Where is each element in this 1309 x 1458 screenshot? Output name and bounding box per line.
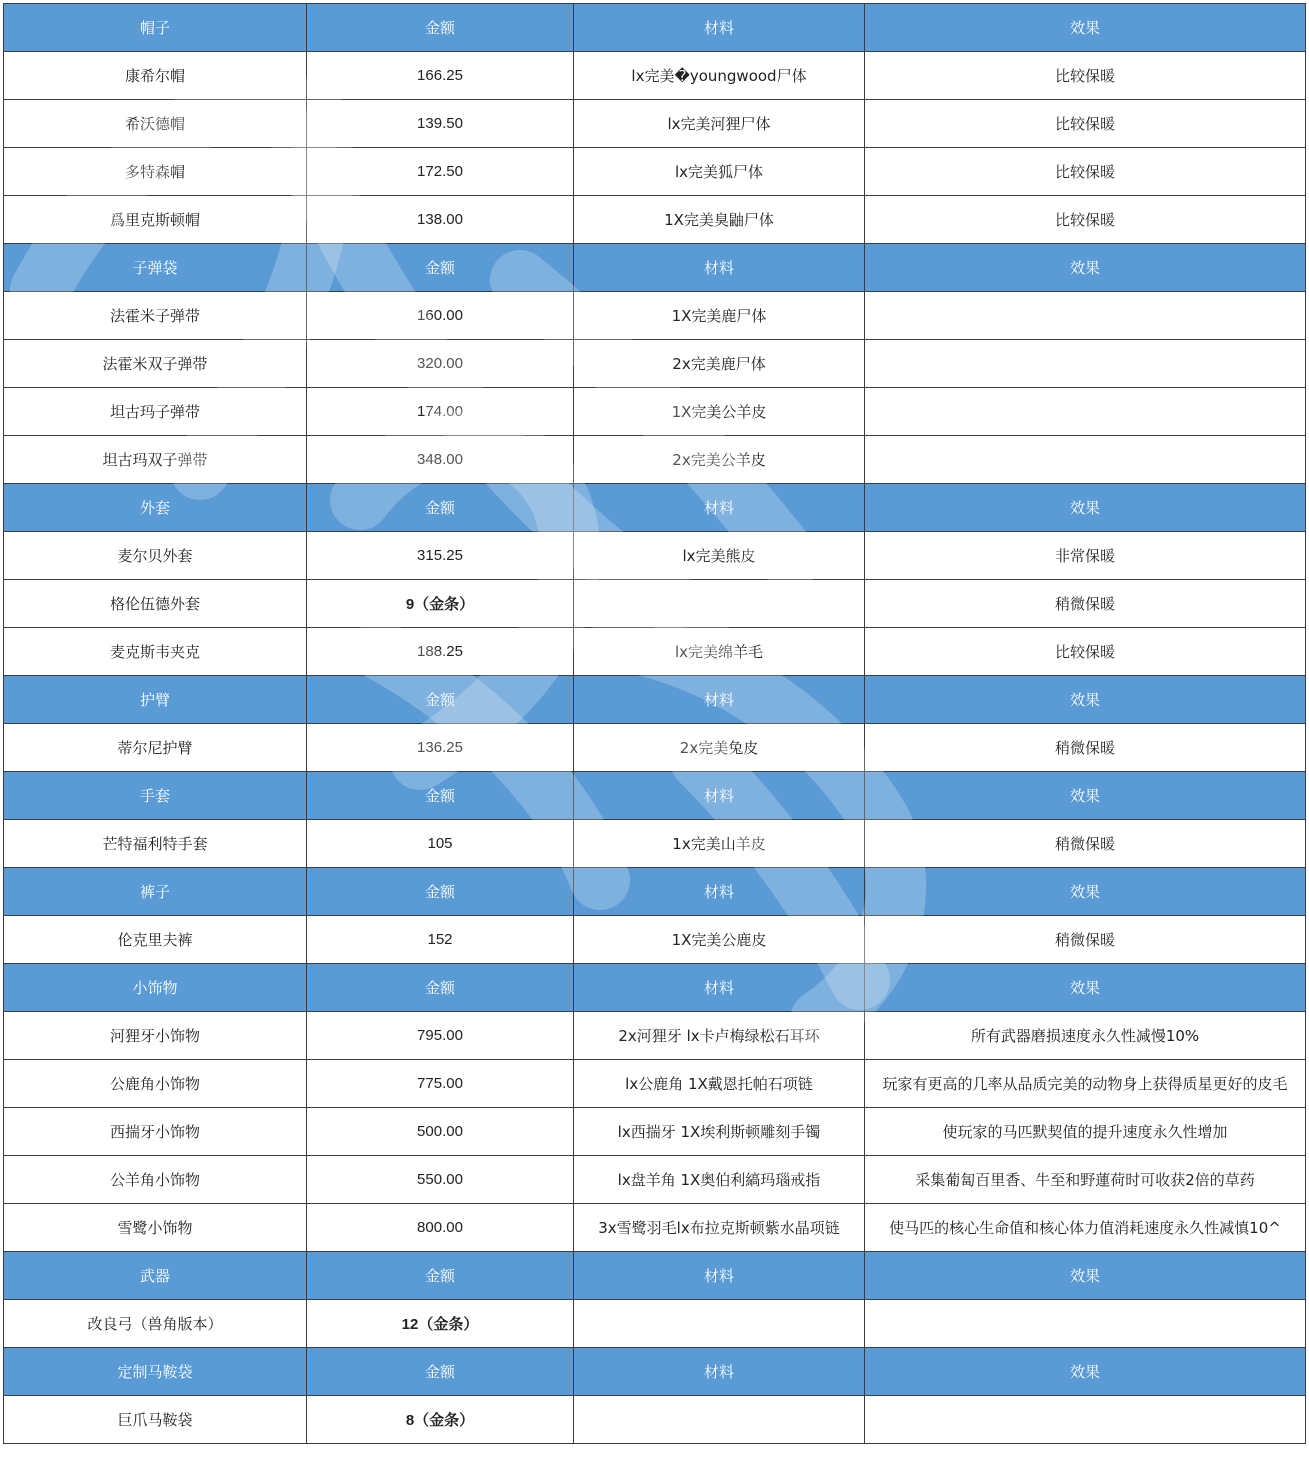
cell-name: 改良弓（兽角版本） [4, 1300, 307, 1348]
header-cell-material: 材料 [574, 868, 865, 916]
cell-material: lx完美河狸尸体 [574, 100, 865, 148]
header-cell-price: 金额 [307, 4, 574, 52]
section-header-row [4, 1348, 1306, 1396]
cell-effect: 比较保暖 [865, 148, 1306, 196]
cell-price: 160.00 [307, 292, 574, 340]
cell-effect [865, 388, 1306, 436]
header-cell-name: 子弹袋 [4, 244, 307, 292]
header-cell-effect: 效果 [865, 1252, 1306, 1300]
section-header-row [4, 1252, 1306, 1300]
section-header-row [4, 964, 1306, 1012]
cell-price: 795.00 [307, 1012, 574, 1060]
cell-price: 166.25 [307, 52, 574, 100]
header-cell-name: 帽子 [4, 4, 307, 52]
cell-effect: 比较保暖 [865, 100, 1306, 148]
table-row [4, 532, 1306, 580]
table-row [4, 52, 1306, 100]
table-row [4, 580, 1306, 628]
cell-price: 800.00 [307, 1204, 574, 1252]
header-cell-price: 金额 [307, 1252, 574, 1300]
cell-name: 西揣牙小饰物 [4, 1108, 307, 1156]
cell-name: 公鹿角小饰物 [4, 1060, 307, 1108]
cell-price: 138.00 [307, 196, 574, 244]
cell-material: 1X完美臭鼬尸体 [574, 196, 865, 244]
cell-effect: 使玩家的马匹默契值的提升速度永久性增加 [865, 1108, 1306, 1156]
section-header-row [4, 676, 1306, 724]
cell-price: 172.50 [307, 148, 574, 196]
table-row [4, 724, 1306, 772]
table-row [4, 1156, 1306, 1204]
header-cell-material: 材料 [574, 1252, 865, 1300]
cell-price: 8（金条） [307, 1396, 574, 1444]
header-cell-effect: 效果 [865, 868, 1306, 916]
header-cell-name: 外套 [4, 484, 307, 532]
cell-price: 12（金条） [307, 1300, 574, 1348]
cell-effect: 非常保暖 [865, 532, 1306, 580]
cell-material: 1X完美公羊皮 [574, 388, 865, 436]
table-row [4, 628, 1306, 676]
cell-material: 2x河狸牙 lx卡卢梅绿松石耳环 [574, 1012, 865, 1060]
header-cell-material: 材料 [574, 484, 865, 532]
cell-material: 3x雪鹭羽毛lx布拉克斯顿紫水晶项链 [574, 1204, 865, 1252]
cell-price: 188.25 [307, 628, 574, 676]
header-cell-name: 定制马鞍袋 [4, 1348, 307, 1396]
cell-material: lx完美熊皮 [574, 532, 865, 580]
header-cell-material: 材料 [574, 676, 865, 724]
cell-material: 2x完美公羊皮 [574, 436, 865, 484]
section-header-row [4, 868, 1306, 916]
header-cell-price: 金额 [307, 676, 574, 724]
header-cell-effect: 效果 [865, 1348, 1306, 1396]
cell-name: 坦古玛双子弹带 [4, 436, 307, 484]
cell-effect [865, 292, 1306, 340]
cell-name: 多特森帽 [4, 148, 307, 196]
cell-material: 2x完美鹿尸体 [574, 340, 865, 388]
table-row [4, 1396, 1306, 1444]
cell-name: 希沃德帽 [4, 100, 307, 148]
cell-material: 2x完美兔皮 [574, 724, 865, 772]
cell-effect: 稍微保暖 [865, 724, 1306, 772]
section-header-row [4, 772, 1306, 820]
cell-name: 法霍米双子弹带 [4, 340, 307, 388]
header-cell-name: 裤子 [4, 868, 307, 916]
header-cell-effect: 效果 [865, 964, 1306, 1012]
cell-name: 河狸牙小饰物 [4, 1012, 307, 1060]
cell-name: 坦古玛子弹带 [4, 388, 307, 436]
cell-material: lx西揣牙 1X埃利斯顿雕刻手镯 [574, 1108, 865, 1156]
cell-effect [865, 1300, 1306, 1348]
cell-effect: 所有武器磨损速度永久性减慢10% [865, 1012, 1306, 1060]
cell-effect: 使马匹的核心生命值和核心体力值消耗速度永久性减慎10^ [865, 1204, 1306, 1252]
cell-name: 爲里克斯顿帽 [4, 196, 307, 244]
header-cell-price: 金额 [307, 1348, 574, 1396]
table-row [4, 436, 1306, 484]
cell-effect: 稍微保暖 [865, 580, 1306, 628]
header-cell-price: 金额 [307, 484, 574, 532]
header-cell-name: 武器 [4, 1252, 307, 1300]
cell-material: 1X完美公鹿皮 [574, 916, 865, 964]
cell-effect [865, 340, 1306, 388]
section-header-row [4, 244, 1306, 292]
cell-name: 伦克里夫裤 [4, 916, 307, 964]
cell-name: 公羊角小饰物 [4, 1156, 307, 1204]
equipment-table-body [4, 4, 1306, 1444]
table-row [4, 196, 1306, 244]
cell-material: lx公鹿角 1X戴恩托帕石项链 [574, 1060, 865, 1108]
cell-effect: 采集葡匐百里香、牛至和野蓮荷时可收获2倍的草药 [865, 1156, 1306, 1204]
cell-price: 136.25 [307, 724, 574, 772]
cell-effect: 稍微保暖 [865, 916, 1306, 964]
cell-name: 康希尔帽 [4, 52, 307, 100]
cell-price: 500.00 [307, 1108, 574, 1156]
cell-price: 550.00 [307, 1156, 574, 1204]
cell-material: lx完美�youngwood尸体 [574, 52, 865, 100]
cell-material: lx完美狐尸体 [574, 148, 865, 196]
cell-effect: 比较保暖 [865, 196, 1306, 244]
cell-material: lx完美绵羊毛 [574, 628, 865, 676]
table-row [4, 1108, 1306, 1156]
cell-price: 152 [307, 916, 574, 964]
table-row [4, 1204, 1306, 1252]
table-row [4, 340, 1306, 388]
table-row [4, 820, 1306, 868]
cell-name: 蒂尔尼护臂 [4, 724, 307, 772]
table-row [4, 1300, 1306, 1348]
cell-name: 法霍米子弹带 [4, 292, 307, 340]
cell-name: 麦克斯韦夹克 [4, 628, 307, 676]
cell-price: 775.00 [307, 1060, 574, 1108]
header-cell-effect: 效果 [865, 772, 1306, 820]
table-row [4, 388, 1306, 436]
table-row [4, 1060, 1306, 1108]
table-row [4, 292, 1306, 340]
cell-price: 315.25 [307, 532, 574, 580]
header-cell-material: 材料 [574, 964, 865, 1012]
cell-material [574, 1396, 865, 1444]
header-cell-effect: 效果 [865, 676, 1306, 724]
equipment-table [3, 3, 1306, 1444]
cell-effect [865, 1396, 1306, 1444]
header-cell-price: 金额 [307, 964, 574, 1012]
header-cell-name: 护臂 [4, 676, 307, 724]
cell-effect: 比较保暖 [865, 628, 1306, 676]
cell-price: 320.00 [307, 340, 574, 388]
header-cell-price: 金额 [307, 244, 574, 292]
cell-price: 139.50 [307, 100, 574, 148]
cell-effect: 比较保暖 [865, 52, 1306, 100]
cell-price: 174.00 [307, 388, 574, 436]
cell-material: 1X完美鹿尸体 [574, 292, 865, 340]
cell-effect: 玩家有更高的几率从品质完美的动物身上获得质星更好的皮毛 [865, 1060, 1306, 1108]
header-cell-price: 金额 [307, 772, 574, 820]
table-row [4, 916, 1306, 964]
header-cell-material: 材料 [574, 4, 865, 52]
header-cell-effect: 效果 [865, 484, 1306, 532]
header-cell-name: 小饰物 [4, 964, 307, 1012]
header-cell-material: 材料 [574, 244, 865, 292]
cell-name: 巨爪马鞍袋 [4, 1396, 307, 1444]
header-cell-name: 手套 [4, 772, 307, 820]
cell-price: 105 [307, 820, 574, 868]
table-row [4, 100, 1306, 148]
cell-material: lx盘羊角 1X奥伯利縞玛瑙戒指 [574, 1156, 865, 1204]
header-cell-material: 材料 [574, 1348, 865, 1396]
header-cell-price: 金额 [307, 868, 574, 916]
table-row [4, 1012, 1306, 1060]
cell-material [574, 1300, 865, 1348]
cell-price: 9（金条） [307, 580, 574, 628]
cell-material [574, 580, 865, 628]
cell-name: 雪鹭小饰物 [4, 1204, 307, 1252]
header-cell-effect: 效果 [865, 244, 1306, 292]
cell-effect [865, 436, 1306, 484]
cell-price: 348.00 [307, 436, 574, 484]
cell-name: 芒特福利特手套 [4, 820, 307, 868]
header-cell-material: 材料 [574, 772, 865, 820]
table-row [4, 148, 1306, 196]
cell-name: 麦尔贝外套 [4, 532, 307, 580]
header-cell-effect: 效果 [865, 4, 1306, 52]
cell-material: 1x完美山羊皮 [574, 820, 865, 868]
cell-name: 格伦伍德外套 [4, 580, 307, 628]
section-header-row [4, 4, 1306, 52]
section-header-row [4, 484, 1306, 532]
cell-effect: 稍微保暖 [865, 820, 1306, 868]
